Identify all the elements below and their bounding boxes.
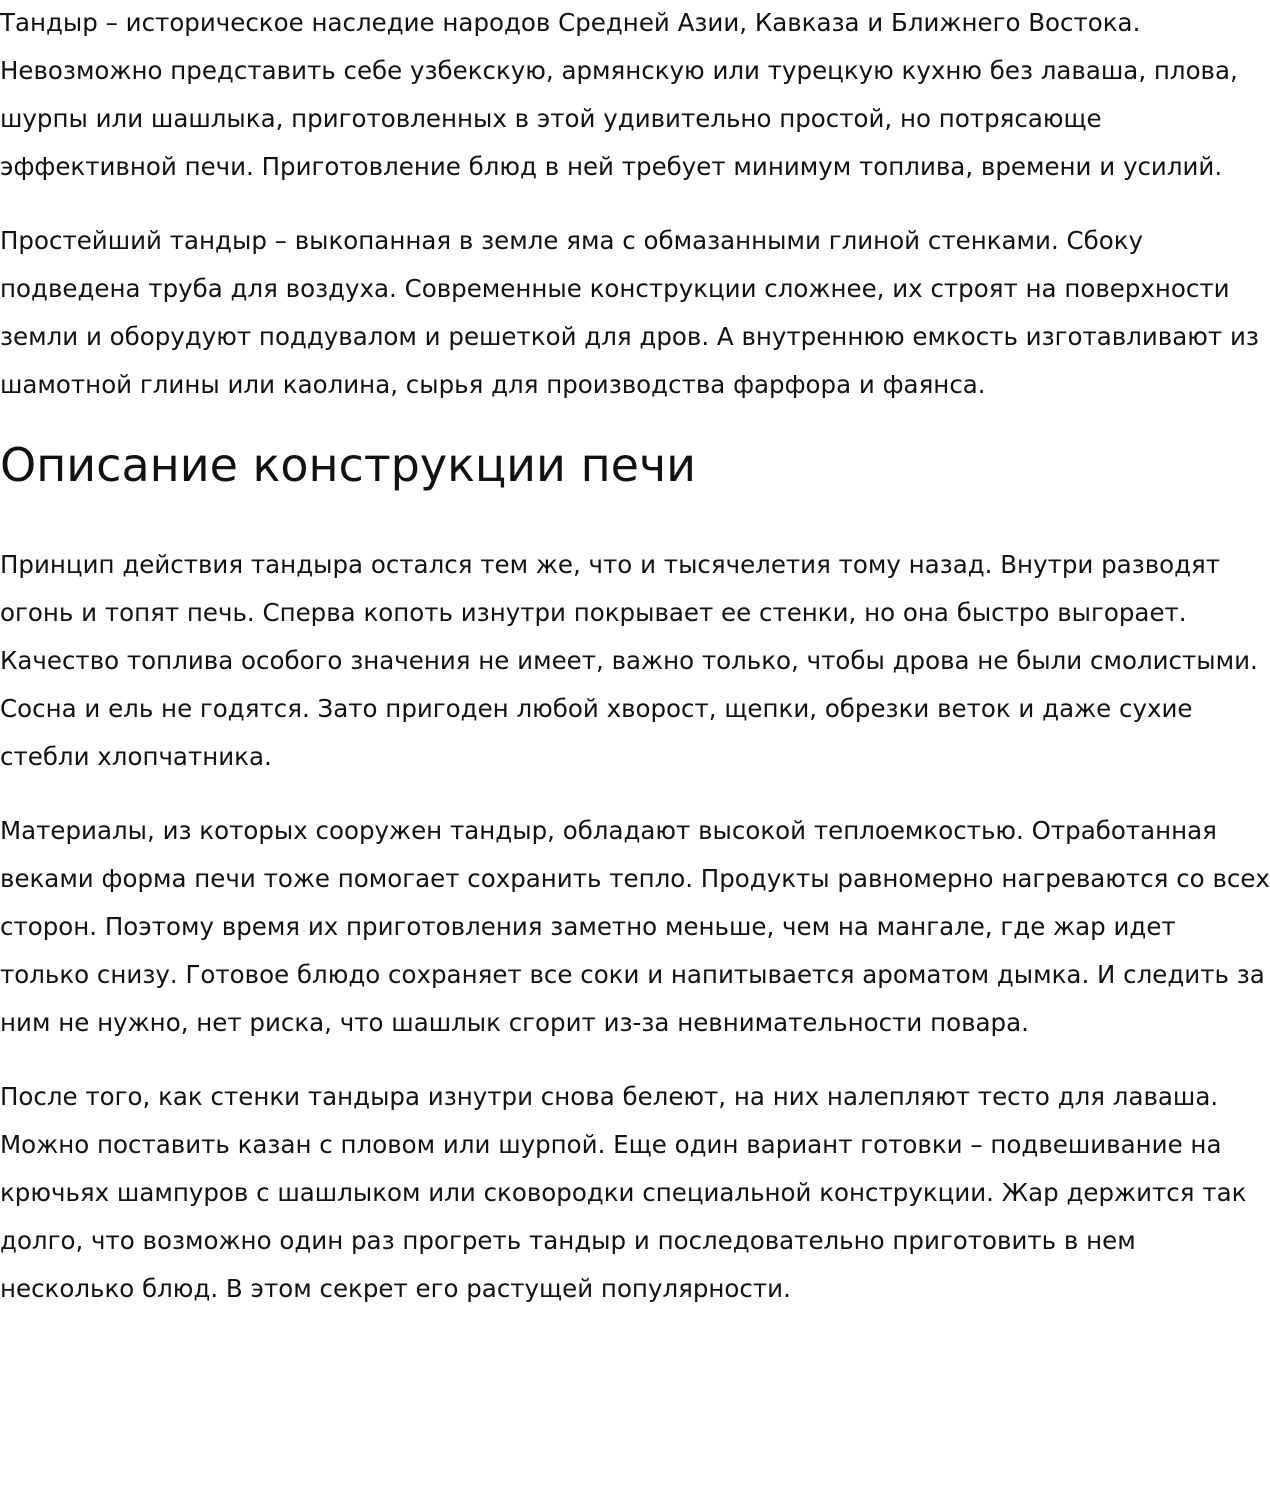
intro-paragraph-1: Тандыр – историческое наследие народов Средней Азии, Кавказа и Ближнего Востока. Невозможно представить себе узбекскую, армянскую или турецкую кухню без лаваша, плова, шурпы или шашлыка, приготовленных в этой удивительно простой, но потрясающе эффективной печи. Приготовление блюд в ней требует минимум топлива, времени и усилий. — [0, 8, 1238, 181]
section-paragraph-2: Материалы, из которых сооружен тандыр, обладают высокой теплоемкостью. Отработанная веками форма печи тоже помогает сохранить тепло. Продукты равномерно нагреваются со всех сторон. Поэтому время их приготовления заметно меньше, чем на мангале, где жар идет только снизу. Готовое блюдо сохраняет все соки и напитывается ароматом дымка. И следить за ним не нужно, нет риска, что шашлык сгорит из-за невнимательности повара. — [0, 816, 1270, 1037]
intro-paragraph-2: Простейший тандыр – выкопанная в земле яма с обмазанными глиной стенками. Сбоку подведена труба для воздуха. Современные конструкции сложнее, их строят на поверхности земли и оборудуют поддувалом и решеткой для дров. А внутреннюю емкость изготавливают из шамотной глины или каолина, сырья для производства фарфора и фаянса. — [0, 226, 1259, 399]
section-paragraph-3: После того, как стенки тандыра изнутри снова белеют, на них налепляют тесто для лаваша. Можно поставить казан с пловом или шурпой. Еще один вариант готовки – подвешивание на крючьях шампуров с шашлыком или сковородки специальной конструкции. Жар держится так долго, что возможно один раз прогреть тандыр и последовательно приготовить в нем несколько блюд. В этом секрет его растущей популярности. — [0, 1082, 1247, 1303]
section-heading: Описание конструкции печи — [0, 438, 697, 492]
section-paragraph-1: Принцип действия тандыра остался тем же, что и тысячелетия тому назад. Внутри разводят огонь и топят печь. Сперва копоть изнутри покрывает ее стенки, но она быстро выгорает. Качество топлива особого значения не имеет, важно только, чтобы дрова не были смолистыми. Сосна и ель не годятся. Зато пригоден любой хворост, щепки, обрезки веток и даже сухие стебли хлопчатника. — [0, 550, 1258, 771]
